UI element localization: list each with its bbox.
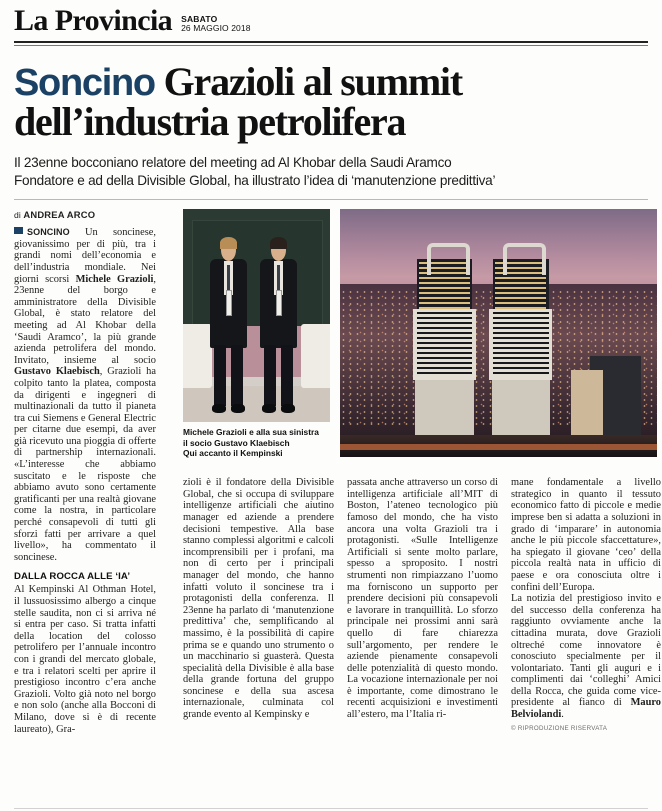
headline-line1: Grazioli al summit bbox=[163, 59, 462, 104]
caption-line-3: Qui accanto il Kempinski bbox=[183, 448, 283, 459]
photo-kempinski-hotel bbox=[340, 209, 657, 457]
section-heading: DALLA ROCCA ALLE ‘IA’ bbox=[14, 571, 131, 583]
masthead-date bbox=[181, 15, 250, 36]
subheadline-line1: Il 23enne bocconiano relatore del meeting ad Al Khobar della Saudi Aramco bbox=[14, 155, 452, 171]
copyright-notice: © RIPRODUZIONE RISERVATA bbox=[511, 724, 608, 732]
col1-name-2: Gustavo Klaebisch bbox=[14, 366, 100, 378]
col4-name: Mauro Belviolandi bbox=[511, 697, 661, 721]
column-4 bbox=[511, 477, 661, 731]
page-title bbox=[14, 59, 648, 145]
masthead bbox=[14, 0, 648, 36]
col1-text-a: Un soncinese, giovanissimo per di più, tra i grandi nomi dell’economia e dell’industria mondiale. Nei giorni scorsi bbox=[14, 227, 156, 285]
column-2-paragraph: zioli è il fondatore della Divisible Global, che si occupa di sviluppare intelligenze artificiali che aiutino manager ed aziende a prendere decisioni tempestive. Alla base stanno complessi algoritmi e calcoli incomprensibili per i profani, ma non di certo per i principali manager del mondo, che hanno infatti voluto il soncinese tra i protagonisti della conferenza. Il 23enne ha parlato di ‘manutenzione predittiva’ che, semplificando al massimo, è la possibilità di capire prima se e quando uno strumento o un macchinario si guasterà. Questa specialità della Divisible è alla base della grande fortuna del gruppo soncinese e della sua ascesa internazionale, culminata col grande evento al Kempinsky e bbox=[183, 477, 334, 721]
col1-text-c: , Grazioli ha colpito tanto la platea, composta da dirigenti e ingegneri di multinazionali da tutto il pianeta tra cui Siemens e General Electric per citarne due esempi, da aver già ricevuto una pioggia di offerte di partnership internazionali. «L’interesse che abbiamo suscitato e le risposte che abbiamo avuto sono certamente gratificanti per una realtà giovane come la nostra, in particolare perché consapevoli di tutti gli sforzi fatti per arrivare a quel livello», ha commentato il soncinese. bbox=[14, 366, 156, 563]
col1-text-b: , 23enne del borgo e amministratore della Divisible Global, è stato relatore del meeting ad Al Khobar della ‘Saudi Aramco’, la più grande azienda petrolifera del mondo. Invitato, insieme al socio bbox=[14, 273, 156, 366]
newspaper-logo: La Provincia bbox=[14, 4, 173, 37]
photo-row bbox=[183, 209, 657, 457]
headline-kicker: Soncino bbox=[14, 62, 155, 104]
column-4-paragraph-2 bbox=[511, 593, 661, 721]
column-1-paragraph-2: Al Kempinski Al Othman Hotel, il lussuosissimo albergo a cinque stelle saudita, non ci si arriva né si entra per caso. Si tratta infatti della location del colosso petrolifero per l’annuale incontro con i grandi del mercato globale, e tra i relatori scelti per aprire il prestigioso incontro c’era anche Grazioli. Volto già noto nel borgo e non solo (anche alla Bocconi di Milano, dove si è di recente laureato), Gra- bbox=[14, 584, 156, 735]
column-3 bbox=[347, 477, 498, 731]
photo-grazioli-klaebisch bbox=[183, 209, 330, 422]
col4-text-a: La notizia del prestigioso invito e del successo della conferenza ha raggiunto ovviamente anche la cittadina murata, dove Grazioli oltreché come innovatore è conosciuto specialmente per il volontariato. Tanti gli auguri e i complimenti dai ‘colleghi’ Amici della Rocca, che guida come vice-presidente al fianco di bbox=[511, 593, 661, 709]
subheadline bbox=[14, 154, 648, 189]
article-body bbox=[14, 209, 661, 735]
masthead-rule-thin bbox=[14, 45, 648, 46]
lower-columns bbox=[183, 477, 662, 731]
column-4-paragraph-1: mane fondamentale a livello strategico in quanto il tessuto economico fatto di piccole e medie imprese ben si adatta a soluzioni in grado di ‘imparare’ in autonomia anche le più piccole sfaccettature», ha spiegato il giovane ‘ceo’ della piccola realtà nata in ufficio di paese e ora conosciuta oltre i confini dell’Europa. bbox=[511, 477, 661, 593]
column-1 bbox=[14, 227, 156, 735]
subheadline-line2: Fondatore e ad della Divisible Global, ha illustrato l’idea di ‘manutenzione predittiva’ bbox=[14, 172, 496, 188]
headline-line2: dell’industria petrolifera bbox=[14, 99, 406, 145]
publication-date: 26 MAGGIO 2018 bbox=[181, 23, 251, 34]
dateline-square-icon bbox=[14, 227, 23, 234]
column-1-paragraph-1 bbox=[14, 227, 156, 563]
byline-author: ANDREA ARCO bbox=[23, 209, 96, 221]
day-of-week: SABATO bbox=[181, 14, 218, 25]
person-grazioli bbox=[207, 239, 251, 409]
subheadline-rule bbox=[14, 199, 648, 200]
col1-name-1: Michele Grazioli bbox=[75, 273, 154, 285]
caption-line-1: Michele Grazioli e alla sua sinistra bbox=[183, 427, 319, 438]
col4-text-b: . bbox=[561, 709, 564, 721]
photo-caption bbox=[183, 427, 333, 458]
caption-line-2: il socio Gustavo Klaebisch bbox=[183, 437, 290, 448]
bottom-rule bbox=[14, 808, 648, 809]
masthead-rule-thick bbox=[14, 41, 648, 43]
byline-prefix: di bbox=[14, 210, 21, 221]
column-2 bbox=[183, 477, 334, 731]
person-klaebisch bbox=[257, 239, 301, 409]
column-3-paragraph: passata anche attraverso un corso di intelligenza artificiale all’MIT di Boston, l’ateneo tecnologico più famoso del mondo, che ha visto ancora una volta Grazioli tra i protagonisti. «Sulle Intelligenze Artificiali si sente molto parlare, spesso a sproposito. I nostri strumenti non rimpiazzano l’uomo ma forniscono un supporto per prendere decisioni più consapevoli e lavorare in tranquillità. Lo sforzo principale nei prossimi anni sarà quello di fare chiarezza sull’argomento, per rendere le aziende pienamente consapevoli delle potenzialità di questo mondo. La vocazione internazionale per noi è importante, come dimostrano le recenti acquisizioni e investimenti all’estero, ma l’Italia ri- bbox=[347, 477, 498, 721]
dateline: SONCINO bbox=[27, 227, 70, 238]
